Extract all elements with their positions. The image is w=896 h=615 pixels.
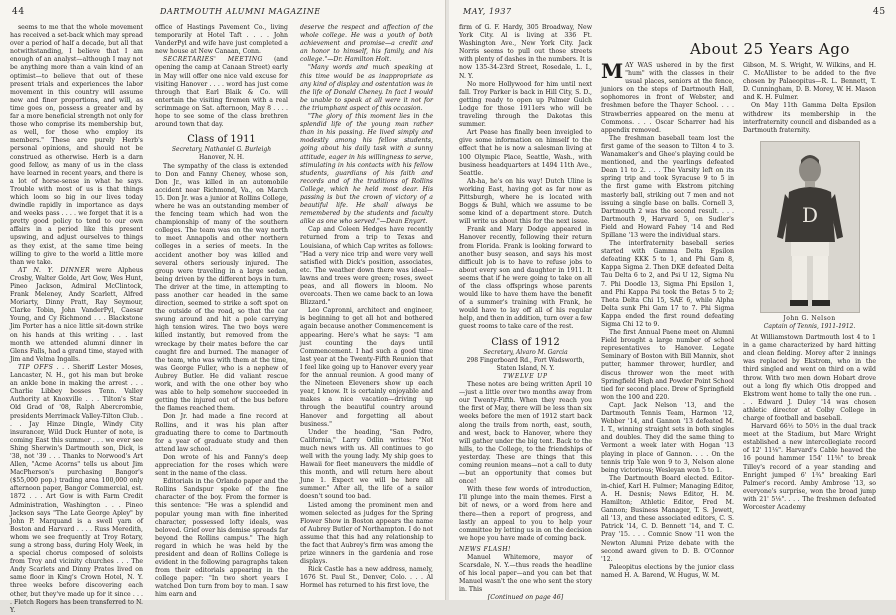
- right-column-1: [459, 24, 592, 602]
- paragraph-text: were Alpheus Crosby, Walter Golde, Art Gow, Wes Hunt, Pineo Jackson, Admiral McClintock, Frank Meleney, Andy Scarlett, Alfred Moriarty, Dinny Pratt, Ray Seymour, Clarke Tobin, John VanderPyl, Caesar Young, and Cy Richmond . . . Blackstone Jim Porter has a nice little sit-down strike on his hands at this writing . . . last month we attended alumni dinner in Glens Falls, had a grand time, stayed with Jim and Velma Ingalls.: [10, 266, 143, 363]
- paragraph: Cap and Coleen Hedges have recently returned from a trip to Texas and Louisiana, of which Cap writes as follows: "Had a very nice trip and were very well satisfied with Dick's position, associates, etc. The weather down there was ideal—lawns and trees were green; roses, sweet peas, and all flowers in bloom. No overcoats. Then we came back to an Iowa Blizzard.": [300, 226, 433, 307]
- photo-caption-name: John G. Nelson: [783, 314, 836, 322]
- left-column-3: [300, 24, 433, 590]
- paragraph: "Many words and much speaking at this time would be as inappropriate as any kind of display and ostentation was in the life of Donald Cheney. In fact I would be unable to speak at all were it not for the triumphant aspect of this occasion.: [300, 64, 433, 112]
- magazine-title: DARTMOUTH ALUMNI MAGAZINE: [160, 7, 321, 16]
- paragraph: "The glory of this moment lies in the splendid life of the young man rather than in his passing. He lived simply and modestly among his fellow students, going about his daily task with a sunny attitude, eager in his willingness to serve, stimulating in his contacts with his fellow students, guardians of his faith and records and of the traditions of Rollins College, which he held most dear. His passing is but the crown of victory of a beautiful life. He shall always be remembered by the students and faculty alike as one who served."—Dean Enyart.: [300, 113, 433, 226]
- news-flash-heading: NEWS FLASH!: [459, 545, 511, 553]
- left-page: [0, 0, 446, 614]
- paragraph-text: (and opening the camp at Canaan Street) early in May will offer one nice vald excuse for visiting Hanover . . . . word has just come through that Earl Blaik & Co. will entertain the visiting firemen with a real scrimmage on Sat. afternoon, May 8 . . . . hope to see some of the class brethren around town that day.: [155, 56, 289, 129]
- lead-in: SECRETARIES' MEETING: [163, 56, 263, 64]
- paragraph: [155, 56, 288, 129]
- right-column-3: [743, 62, 876, 590]
- paragraph: Under the heading, "San Pedro, California," Larry Odlin writes: "Not much news with us. All continues to go well with the young lady. My ship goes to Hawaii for fleet maneuvers the middle of this month, and will return here about June 1. Expect we will be here all summer." After all, the life of a sailor doesn't sound too bad.: [300, 428, 433, 501]
- paragraph: No more Hollywood for him until next fall. Troy Parker is back in Hill City, S. D., getting ready to open up Palmer Gulch Lodge for those 1911ers who will be traveling through the Dakotas this summer.: [459, 80, 592, 129]
- class-heading: Class of 1911: [187, 134, 256, 146]
- paragraph: Paleopitus elections by the junior class named H. A. Barend, W. Hugus, W. M.: [601, 563, 734, 579]
- continued-notice: [Continued on page 46]: [487, 594, 564, 602]
- paragraph: Capt. Jack Nelson '13, and the Dartmouth Tennis Team, Harmon '12, Webber '14, and Gannon '13 defeated M. I. T., winning straight sets in both singles and doubles. They did the same thing to Vermont a week later with Hogan '13 playing in place of Gannon. . . . On the tennis trip Yale won 9 to 3, Nelson alone being victorious; Wesleyan won 5 to 1.: [601, 401, 734, 474]
- paragraph: Ah-ha, he's on his way! Dutch Uline is working East, having got as far now as Pittsburgh, where he is located with Boggs & Buhl, which we assume to be some kind of a department store. Dutch will write us about this for the next issue.: [459, 177, 592, 226]
- secretary-byline: Secretary, Alvaro M. Garcia: [483, 348, 568, 356]
- paragraph-text: . . . Sheriff Lester Moses, Lancaster, N. H., got his man but broke an ankle bone in making the arrest . . . Charlie Libbey bosses Tenn. Valley Authority at Knoxville . . . Tilton's Star Old Grad of '08, Ralph Abercrombie, presidents Merrimack Valley-Tilton Club. . . . Jay Hinze Dingle, Windy City insurancer, Wild Duck Hunter of note, is coming East this summer . . . we ever see Shing Sherwin's Dartmouth son, Dick, is '38, not '39 . . . Thanks to Norwood's Art Allen, "Acme Acorns" tells us about Jim MacPherson's purchasing Bangor's ($55,000 pop.) trading area 100,000 only afternoon paper, Bangor Commercial, est. 1872 . . . Art Gow is with Farm Credit Administration, Washington . . . Pineo Jackson says "The Late George Apley" by John P. Marquand is a swell yarn of Boston and Harvard . . . . Russ Meredith, whom we see frequently at Troy Rotary, sung a strong bass, during Holy Week, in a special chorus composed of soloists from Troy and vicinity churches . . . The Andy Scarlets and Dinny Prates lived on same floor in King's Crown Hotel, N. Y. three weeks before discovering each other, but they've made up for it since . . . . Fletch Rogers has been transferred to N. Y.: [10, 363, 143, 614]
- paragraph: The first Annual Paene meet on Alumni Field brought a large number of school representatives to Hanover. Legate Seminary of Boston with Bill Mannix, shot putter, hammer thrower, hurdler, and discus thrower won the meet with Springfield High and Powder Point School tied for second place. Drew of Springfield won the 100 and 220.: [601, 329, 734, 401]
- secretary-byline: Secretary, Nathaniel G. Burleigh: [171, 146, 272, 154]
- paragraph: The freshman baseball team lost the first game of the season to Tilton 4 to 3. Wanamaker's and Ghee's playing could be mentioned, and the yearlings defeated Dean 11 to 2. . . . The Varsity left on its spring trip and took Syracuse 9 to 5 in the first game with Ekstrom pitching masterly ball, striking out 7 men and not issuing a single base on balls. Cornell 3, Dartmouth 2 was the second result. . . . Dartmouth 9, Harvard 5, on Sudler's Field and Howard Fahey '14 and Red Spillane '13 were the individual stars.: [601, 134, 734, 239]
- paragraph: seems to me that the whole movement has received a set-back which may spread over a period of half a decade, but all that notwithstanding, I believe that I am enough of an analyst—although I may not be anything more than a vain kind of an optimist—to believe that out of these present trials and experiences the labor movement in this country will assume new and finer proportions, and will, as time goes on, possess a greater and by far a more beneficial strength not only for those who comprise its membership but, as well, for those who employ its members." These are purely Herb's personal opinions, and should not be construed as otherwise. Herb is a darn good fellow, as many of us in the class have learned in recent years, and there is a lot of horse-sense in what he says. Trouble with most of us is that things which loom so big in our lives today dwindle rapidly in importance as days and weeks pass . . . . we forget that it is a pretty good policy to tend to our own affairs in a period like this present upswing, and adjust ourselves to things as they exist, at the same time being willing to give to the world a little more than we take.: [10, 24, 143, 266]
- paragraph: The interfraternity baseball series started with Gamma Delta Epsilon defeating KKK 5 to 1, and Phi Gam 8, Kappa Sigma 2. Then DKE defeated Delta Tau Delta 6 to 2, and Psi U 12, Sigma Nu 7. Phi Doodle 13, Sigma Phi Epsilon 1, and Phi Kappa Psi took the Betas 5 to 2; Theta Delta Chi 15, SAE 6, while Alpha Delta sunk Phi Gam 17 to 7. Phi Sigma Kappa ended the first round defeating Sigma Chi 12 to 9.: [601, 240, 734, 328]
- lead-in: TIP OFFS: [18, 363, 54, 371]
- opening-paragraph: [601, 59, 734, 135]
- paragraph: The sympathy of the class is extended to Don and Fanny Cheney, whose son, Don Jr., was killed in an automobile accident near Richmond, Va., on March 15. Don Jr. was a junior at Rollins College, where he was an outstanding member of the fencing team which had won the championship of many of the southern colleges. The team was on the way north to meet Annapolis and other northern colleges in a series of meets. In the accident another boy was killed and several others seriously injured. The group were traveling in a large sedan, being driven by the different boys in turn. The driver at the time, in attempting to pass another car headed in the same direction, seemed to strike a soft spot on the outside of the road, so that the car swung around and hit a pole carrying high tension wires. The two boys were killed instantly, but removed from the wreckage by their mates before the car caught fire and burned. The manager of the team, who was with them at the time, was George Fuller, who is a nephew of Aubrey Butler. He did valiant rescue work, and with the one other boy who was able to help somehow succeeded in getting the injured out of the bus before the flames reached them.: [155, 162, 288, 413]
- svg-text:D: D: [801, 202, 818, 227]
- right-page: [449, 0, 896, 600]
- secretary-address: Hanover, N. H.: [198, 154, 245, 162]
- portrait-photo: [760, 141, 860, 313]
- paragraph: Harvard 66½ to 50½ in the dual track meet at the Stadium, but Marc Wright established a new intercollegiate record of 12' 11⅛". Harvard's Cable heaved the 16 pound hammer 154' 11⅝" to break Tilley's record of a year standing and Enright jumped 6' 1¾" breaking Earl Palmer's record. Amby Ambrose '13, so everyone's surprise, won the broad jump with 21' 5⅛". . . . The freshmen defeated Worcester Academy: [743, 423, 876, 511]
- paragraph: [10, 364, 143, 615]
- paragraph: With these few words of introduction, I'll plunge into the main themes. First a bit of news, or a word from here and there—then a report of progress, and lastly an appeal to you to help your committee by letting us in on the decision we hope you have made of coming back.: [459, 486, 592, 542]
- article-title: About 25 Years Ago: [689, 40, 851, 58]
- paragraph: Art Pease has finally been inveigled to give some information on himself to the effect that he is now a salesman living at 100 Olympic Place, Seattle, Wash., with business headquarters at 1494 11th Ave., Seattle.: [459, 129, 592, 177]
- right-running-head: [449, 7, 896, 19]
- paragraph: Listed among the prominent men and women selected as judges for the Spring Flower Show in Boston appears the name of Aubrey Butler of Northampton. I do not assume that this had any relationship to the fact that Aubrey's firm was among the prize winners in the gardenia and rose displays.: [300, 501, 433, 566]
- photo-figure: [747, 141, 873, 331]
- paragraph: Leo Capronni, architect and engineer, is beginning to get all hot and bothered again because another Commencement is appearing. Here's what he says: "I am just counting the days until Commencement. I had such a good time last year at the Twenty-Fifth Reunion that I feel like going up to Hanover every year for the annual reunion. A good many of the Nineteen Eleveners show up each year, I know. It is certainly enjoyable and makes a nice vacation—driving up through the beautiful country around Hanover and forgetting all about business.": [300, 307, 433, 428]
- paragraph: deserve the respect and affection of the whole college. He was a youth of both achievement and promise—a credit and an honor to himself, his family, and his college."—Dr. Hamilton Holt.: [300, 24, 433, 64]
- right-page-number: 45: [873, 7, 886, 17]
- paragraph: These notes are being written April 10—just a little over two months away from our Twenty-Fifth. When they reach you the first of May, there will be less than six weeks before the men of 1912 start back along the trails from north, east, south, and west, back to Hanover, where they will gather under the big tent. Back to the hills, to the College, to the friendships of yesterday. These are things that this coming reunion means—not a call to duty—but an opportunity that comes but once!: [459, 381, 592, 486]
- paragraph: Don Jr. had made a fine record at Rollins, and it was his plan after graduating there to come to Dartmouth for a year of graduate study and then attend law school.: [155, 413, 288, 453]
- paragraph: Frank and Mary Dodge appeared in Hanover recently, following their return from Florida. Frank is looking forward to another busy season, and says his most difficult job is to have to refuse jobs to about every son and daughter in 1911. It seems that if he were going to take on all of the class offsprings whose parents would like to have them have the benefit of a summer's training with Frank, he would have to lay off all of his regular help, and then in addition, turn over a few guest rooms to take care of the rest.: [459, 226, 592, 331]
- paragraph: [10, 267, 143, 364]
- paragraph: On May 11th Gamma Delta Epsilon withdrew its membership in the interfraternity council and disbanded as a Dartmouth fraternity.: [743, 102, 876, 134]
- section-subhead: TWELVE UP: [503, 372, 548, 380]
- paragraph: Gibson, M. S. Wright, W. Wilkins, and H. C. McAllister to be added to the five chosen by Palaeopitus—R. L. Bennett, T. D. Cunningham, D. B. Morey, W. H. Mason and K. H. Fulmer.: [743, 62, 876, 102]
- paragraph: The Dartmouth Board elected. Editor-in-chief, Karl H. Fulmer; Managing Editor, A. H. Desnis; News Editor, H. M. Hamilton; Athletic Editor, Fred M. Gannon; Business Manager, T. S. Jewett, all '13, and these associated editors, C. S. Patrick '14, C. D. Bennett '14, and T. C. Pray '15. . . . Comnic Snow '11 won the Newton Alumni Prize debate with the second award given to D. B. O'Connor '12.: [601, 474, 734, 563]
- left-running-head: [0, 7, 446, 19]
- tennis-player-illustration: [761, 142, 859, 312]
- paragraph: Editorials in the Orlando paper and the Rollins Sandspur spoke of the fine character of the boy. From the former is this sentence: "He was a splendid and popular young man with fine inherited character, possessed lofty ideals, was beloved. Grief over his demise spreads far beyond the Rollins campus." The high regard in which he was held by the president and dean of Rollins College is evident in the following paragraphs taken from their editorials appearing in the college paper: "In two short years I watched Don turn from boy to man. I saw him earn and: [155, 478, 288, 599]
- paragraph: firm of G. F. Hardy, 305 Broadway, New York City. Al is living at 336 Ft. Washington Ave., New York City. Jack Norris seems to pull out those streets with plenty of dashes in the numbers. It is now 135-34-23rd Street, Rosedale, L. I., N. Y.: [459, 24, 592, 80]
- lead-in: AT N. Y. DINNER: [18, 266, 91, 274]
- issue-date: MAY, 1937: [463, 7, 512, 16]
- photo-caption-role: Captain of Tennis, 1911-1912.: [763, 322, 856, 330]
- left-column-2: [155, 24, 289, 599]
- class-heading: Class of 1912: [491, 336, 560, 348]
- secretary-address: 298 Fingerboard Rd., Fort Wadsworth, Staten Island, N. Y.: [466, 356, 585, 372]
- left-column-1: [10, 24, 143, 614]
- paragraph: Don wrote of his and Fanny's deep appreciation for the roses which were sent in the name of the class.: [155, 453, 288, 478]
- left-page-number: 44: [12, 7, 25, 17]
- drop-cap: M: [601, 59, 624, 83]
- paragraph: Manuel Whitemore, mayor of Scarsdale, N. Y.—thus reads the headline of his local paper—and you can bet that Manuel wasn't the one who sent the story in. This: [459, 554, 592, 594]
- paragraph-text: AY WAS ushered in by the first "hum" with the classes in their usual places, seniors at the fence, juniors on the steps of Dartmouth Hall, sophomores in front of Webster, and freshmen before the Thayer School. . . . Strawberries appeared on the menu at Commons. . . . Oscar Scharrer had his appendix removed.: [601, 62, 734, 134]
- right-column-2: [601, 59, 734, 590]
- paragraph: office of Hastings Pavement Co., living temporarily at Hotel Taft . . . . John VanderPyl and wife have just completed a new house at New Canaan, Conn.: [155, 24, 288, 56]
- paragraph: At Williamstown Dartmouth lost 4 to 1 in a game characterized by hard hitting and clean fielding. Morey after 2 innings was replaced by Ekstrom, who in the third singled and went on third on a wild throw. With two men down Hobart drove out a long fly which Otis dropped and Ekstrom went home to tally the one run. . . . Edward J. Duley '14 was chosen athletic director at Colby College in charge of football and baseball.: [743, 334, 876, 422]
- paragraph: Rick Castle has a new address, namely, 1676 St. Paul St., Denver, Colo. . . . Al Hormel has returned to his first love, the: [300, 566, 433, 590]
